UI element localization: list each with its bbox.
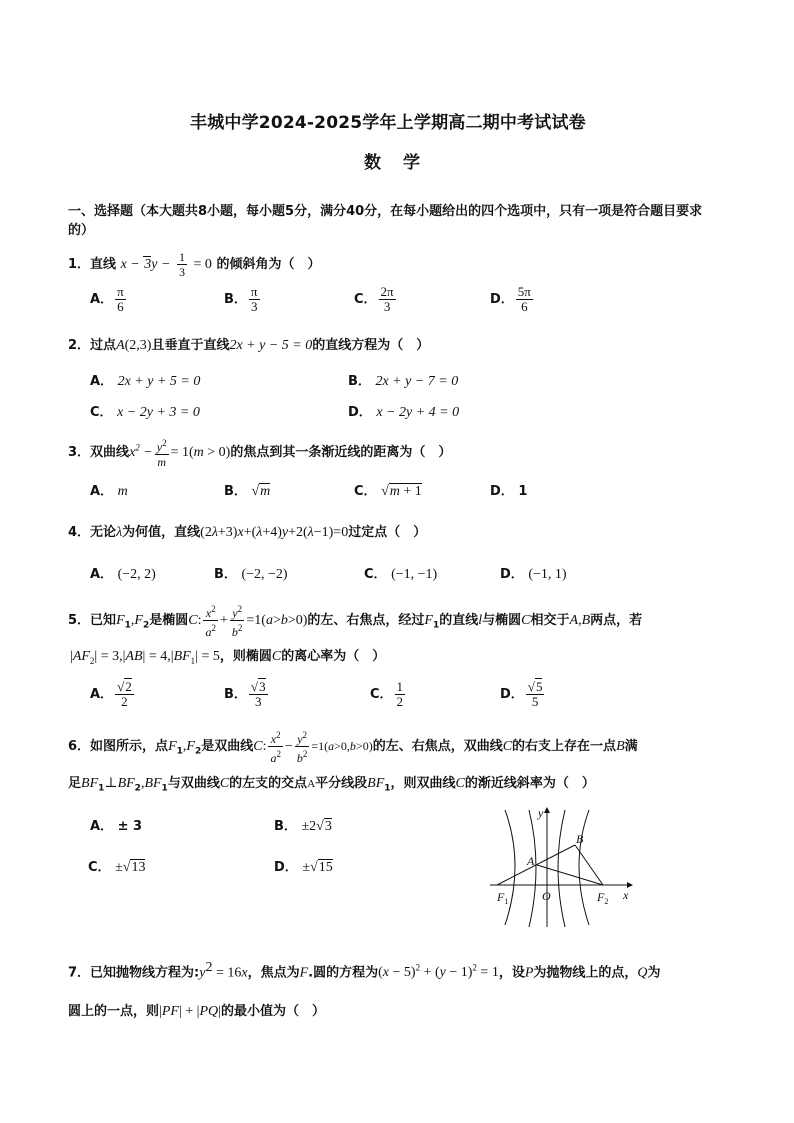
option-c: C． $\frac{2\pi}{3}$ (354, 284, 394, 314)
question-5: 5．已知$F_1,F_2$是椭圆C: $\frac{x^2}{a^2}$ + $\frac{y^2}{b^2}$ =1(a>b>0)的左、右焦点，经过$F_1$的直线l与椭圆C相交于A,B两点，若 (68, 604, 643, 639)
question-number: 2． (68, 338, 91, 353)
option-c: C． x − 2y + 3 = 0 (90, 405, 200, 420)
option-b: B． (−2, −2) (214, 567, 288, 582)
option-b: B． √m (224, 484, 271, 499)
option-a: A． ± 3 (90, 819, 143, 834)
right-outer-curve (579, 810, 589, 925)
hyperbola-figure (485, 805, 635, 930)
option-d: D． ±√15 (274, 860, 333, 875)
option-a: A． m (90, 484, 128, 499)
y-axis-arrow (544, 807, 550, 813)
question-5-line-2: $|AF_2| = 3,|AB| = 4,|BF_1| = 5$，则椭圆C的离心率为（ ） (70, 649, 386, 666)
hyperbola-right-branch (558, 810, 565, 927)
section-heading: 一、选择题（本大题共8小题，每小题5分，满分40分，在每小题给出的四个选项中，只有一项是符合题目要求的） (68, 204, 703, 238)
option-b: B． 2x + y − 7 = 0 (348, 374, 459, 389)
point-b-label: B (576, 832, 584, 846)
question-number: 4． (68, 525, 91, 540)
question-7: 7．已知抛物线方程为$:y^2 = 16x$，焦点为F.圆的方程为$(x - 5)^2 + (y - 1)^2 = 1$，设P为抛物线上的点，Q为 (68, 960, 661, 981)
option-d: D． (−1, 1) (500, 567, 567, 582)
option-c: C． (−1, −1) (364, 567, 438, 582)
origin-label: O (542, 889, 551, 903)
x-axis-label: x (623, 888, 629, 902)
question-number: 7． (68, 965, 91, 981)
math-fraction: $\frac{1}{3}$ (178, 250, 185, 279)
exam-title: 丰城中学2024-2025学年上学期高二期中考试试卷 (190, 113, 586, 133)
option-a: A． 2x + y + 5 = 0 (90, 374, 201, 389)
point-a-label: A (527, 854, 535, 868)
option-b: B． ±2√3 (274, 819, 332, 834)
left-outer-curve (505, 810, 515, 925)
option-d: D． 1 (490, 484, 528, 499)
question-number: 1． (68, 257, 91, 272)
point-f1-label: $F_1$ (497, 890, 509, 906)
option-a: A． $\frac{\pi}{6}$ (90, 284, 124, 314)
question-3: 3．双曲线$x^2$ − $\frac{y^2}{m}$ = 1(m > 0)的焦点到其一条渐近线的距离为（ ） (68, 438, 452, 469)
question-number: 5． (68, 613, 91, 628)
option-b: B． $\frac{\pi}{3}$ (224, 284, 258, 314)
option-c: C． √m + 1 (354, 484, 422, 499)
option-b: B． $\frac{√3}{3}$ (224, 679, 266, 709)
subject-title: 数学 (364, 153, 442, 173)
point-f2-label: $F_2$ (597, 890, 609, 906)
math-expression: x − 3y − (120, 257, 171, 272)
question-4: 4．无论λ为何值，直线(2λ+3)x+(λ+4)y+2(λ−1)=0过定点（ ） (68, 525, 427, 540)
question-6: 6．如图所示，点$F_1,F_2$是双曲线C: $\frac{x^2}{a^2}$ − $\frac{y^2}{b^2}$ =1(a>0,b>0)的左、右焦点，双曲线C的右支上存在一点B满 (68, 730, 638, 765)
option-c: C． $\frac{1}{2}$ (370, 679, 404, 709)
question-number: 3． (68, 445, 91, 460)
question-1: 1．直线 x − 3y − $\frac{1}{3}$ = 0 的倾斜角为（ ） (68, 250, 321, 279)
option-d: D． x − 2y + 4 = 0 (348, 405, 460, 420)
option-a: A． (−2, 2) (90, 567, 156, 582)
option-c: C． ±√13 (88, 860, 146, 875)
option-a: A． $\frac{√2}{2}$ (90, 679, 132, 709)
option-d: D． $\frac{5\pi}{6}$ (490, 284, 531, 314)
y-axis-label: y (538, 806, 544, 820)
question-number: 6． (68, 739, 91, 754)
option-d: D． $\frac{√5}{5}$ (500, 679, 543, 709)
question-6-line-2: 足$BF_1\perp BF_2,BF_1$与双曲线C的左支的交点A平分线段$BF_1$，则双曲线C的渐近线斜率为（ ） (68, 776, 595, 794)
question-2: 2．过点A(2,3)且垂直于直线2x + y − 5 = 0的直线方程为（ ） (68, 338, 430, 353)
question-7-line-2: 圆上的一点，则|PF| + |PQ|的最小值为（ ） (68, 1004, 325, 1019)
